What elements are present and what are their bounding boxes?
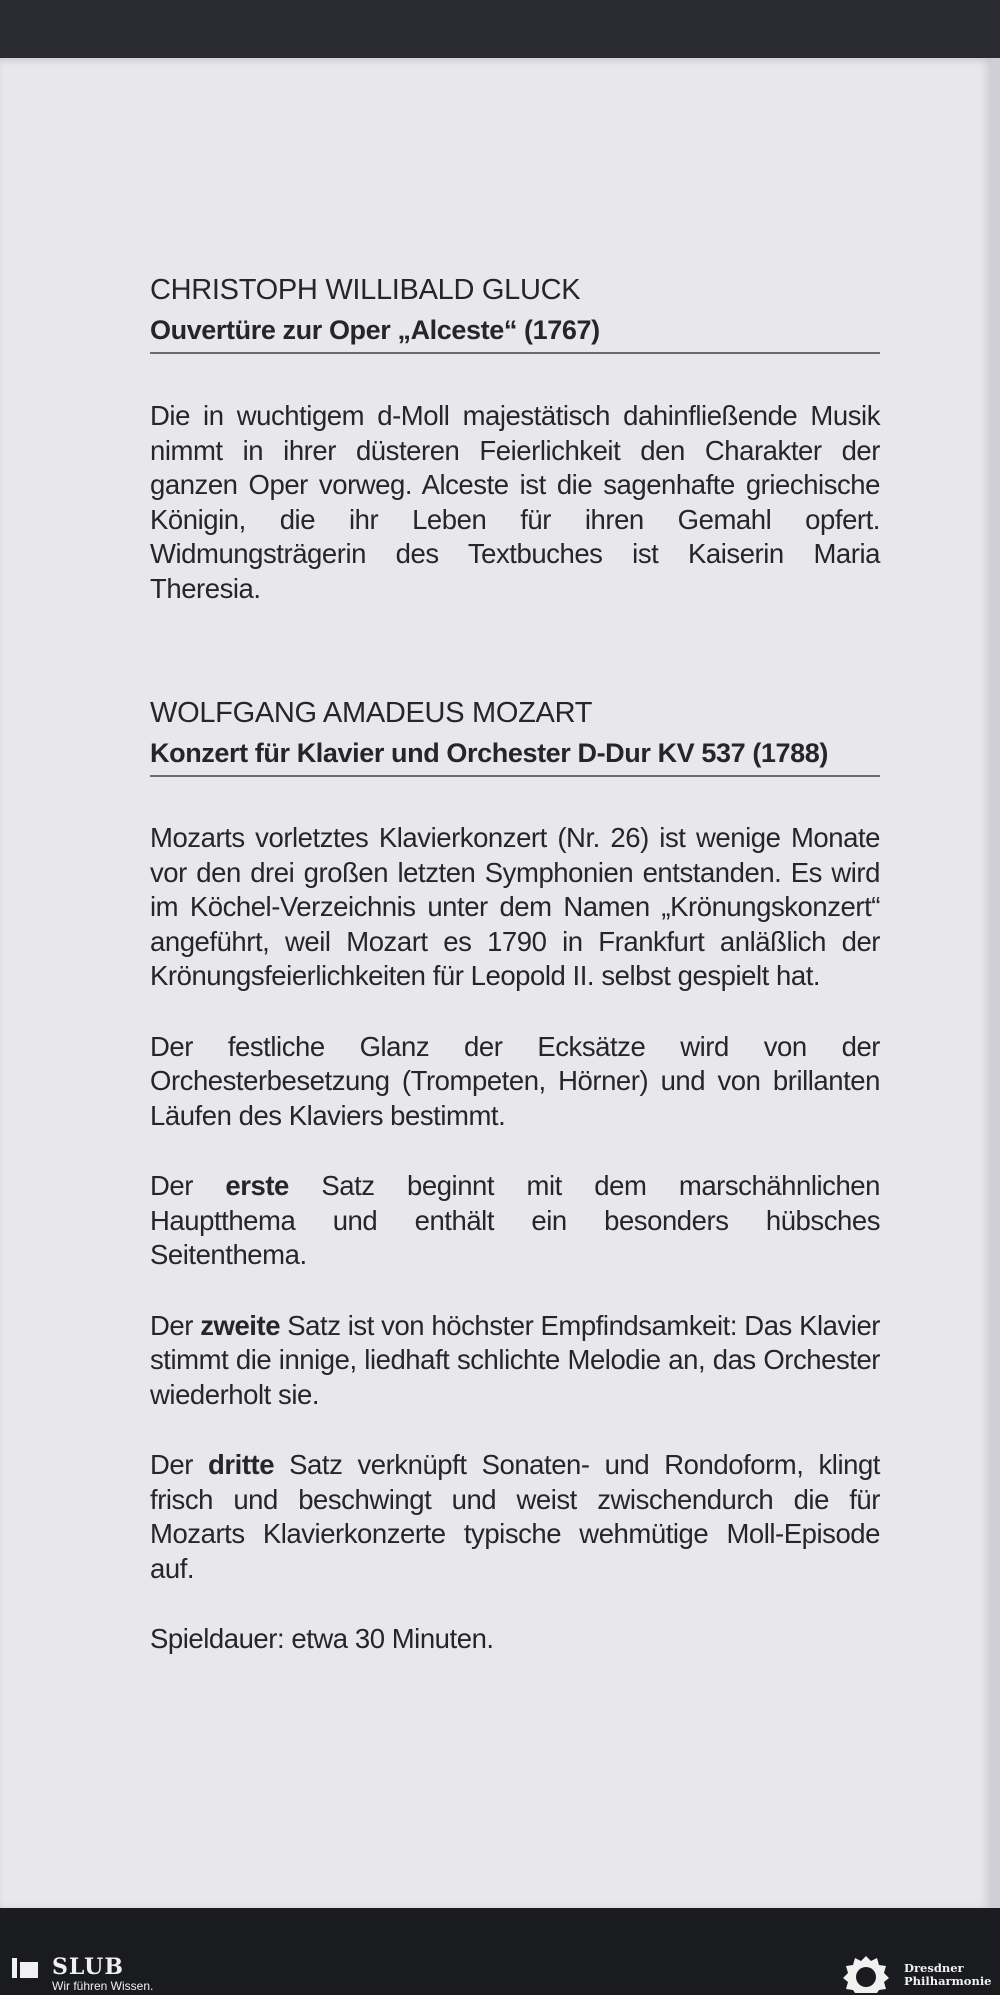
slub-tagline: Wir führen Wissen.: [52, 1979, 154, 1993]
first-movement-paragraph: Der erste Satz beginnt mit dem marschähnlichen Hauptthema und enthält ein besonders hübsches Seitenthema.: [150, 1170, 880, 1270]
program-page: [0, 58, 991, 1908]
philharmonie-name: Dresdner Philharmonie: [904, 1961, 992, 1988]
philharmonie-logo-icon: [842, 1955, 890, 1993]
work-title: Konzert für Klavier und Orchester D-Dur KV 537 (1788): [150, 738, 828, 768]
outer-movements-paragraph: Der festliche Glanz der Ecksätze wird von der Orchesterbesetzung (Trompeten, Hörner) und von brillanten Läufen des Klaviers bestimmt.: [150, 1030, 880, 1131]
archive-footer: [0, 1954, 1000, 1995]
third-movement-paragraph: Der dritte Satz verknüpft Sonaten- und Rondoform, klingt frisch und beschwingt und weist zwischendurch die für Mozarts Klavierkonzerte typische wehmütige Moll-Episode auf.: [150, 1449, 880, 1584]
scan-bottom-border: [0, 1908, 1000, 1954]
title-underline: [150, 352, 880, 354]
movement-label: dritte: [208, 1449, 275, 1480]
duration-line: Spieldauer: etwa 30 Minuten.: [150, 1623, 494, 1654]
movement-label: erste: [225, 1170, 289, 1201]
slub-logo-icon: [12, 1958, 38, 1978]
gluck-description: Die in wuchtigem d-Moll majestätisch dahinfließende Musik nimmt in ihrer düsteren Feierlichkeit den Charakter der ganzen Oper vorweg. Alceste ist die sagenhafte griechische Königin, die ihr Leben für ihren Gemahl opfert. Widmungsträgerin des Textbuches ist Kaiserin Maria Theresia.: [150, 400, 880, 604]
composer-heading: CHRISTOPH WILLIBALD GLUCK: [150, 274, 581, 306]
title-underline: [150, 775, 880, 777]
composer-heading: WOLFGANG AMADEUS MOZART: [150, 697, 593, 729]
mozart-intro-paragraph: Mozarts vorletztes Klavierkonzert (Nr. 26) ist wenige Monate vor den drei großen letzten Symphonien entstanden. Es wird im Köchel-Verzeichnis unter dem Namen „Krönungskonzert“ angeführt, weil Mozart es 1790 in Frankfurt anläßlich der Krönungsfeierlichkeiten für Leopold II. selbst gespielt hat.: [150, 822, 880, 991]
gluck-section: [150, 273, 880, 606]
scan-top-border: [0, 0, 1000, 58]
movement-label: zweite: [200, 1309, 281, 1341]
mozart-section: [150, 696, 880, 1657]
second-movement-paragraph: Der zweite Satz ist von höchster Empfindsamkeit: Das Klavier stimmt die innige, liedhaft schlichte Melodie an, das Orchester wiederholt sie.: [150, 1309, 880, 1410]
slub-name: SLUB: [52, 1954, 124, 1980]
work-title: Ouvertüre zur Oper „Alceste“ (1767): [150, 315, 600, 345]
page-content: [150, 273, 880, 1657]
page-edge: [991, 58, 1000, 1908]
